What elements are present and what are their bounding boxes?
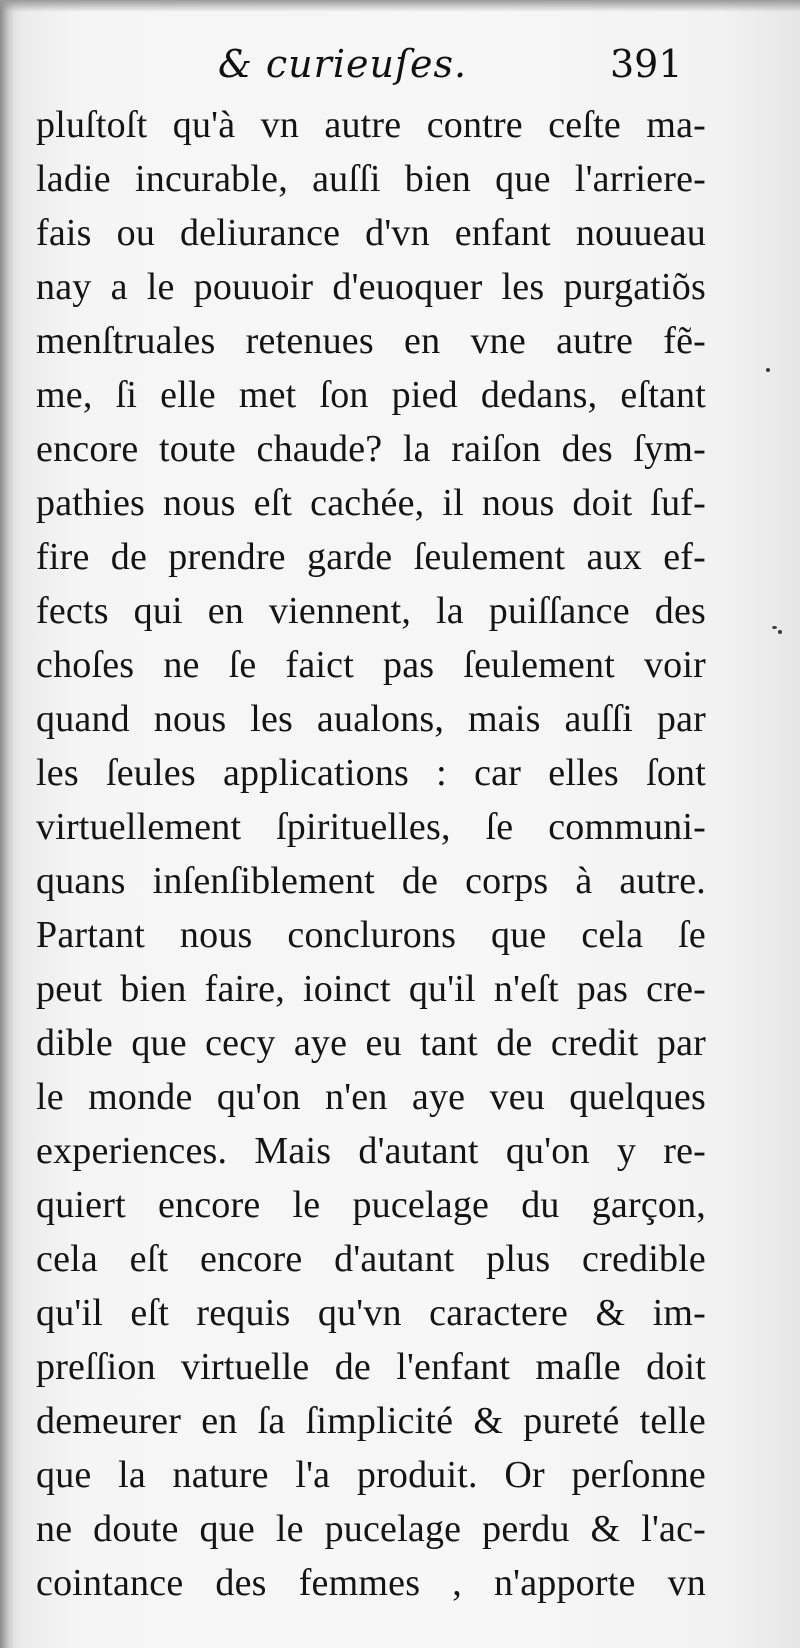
text-line: ne doute que le pucelage perdu & l'ac- [36,1508,706,1550]
text-line: virtuellement ſpirituelles, ſe communi- [36,806,706,848]
text-line: preſſion virtuelle de l'enfant maſle doit [36,1346,706,1388]
text-line: me, ſi elle met ſon pied dedans, eſtant [36,374,706,416]
paper-speck [772,626,777,629]
top-edge-shadow [0,0,800,12]
text-line: encore toute chaude? la raiſon des ſym- [36,428,706,470]
text-line: cointance des femmes , n'apporte vn [36,1562,706,1604]
text-line: menſtruales retenues en vne autre fẽ- [36,320,706,362]
text-line: pluſtoſt qu'à vn autre contre ceſte ma- [36,104,706,146]
text-line: demeurer en ſa ſimplicité & pureté telle [36,1400,706,1442]
text-line: peut bien faire, ioinct qu'il n'eſt pas cre- [36,968,706,1010]
gutter-shadow [0,0,14,1648]
body-text [36,98,706,1610]
text-line: fects qui en viennent, la puiſſance des [36,590,706,632]
paper-speck [778,630,782,634]
text-line: quiert encore le pucelage du garçon, [36,1184,706,1226]
text-line: qu'il eſt requis qu'vn caractere & im- [36,1292,706,1334]
text-line: ladie incurable, auſſi bien que l'arriere- [36,158,706,200]
text-line: cela eſt encore d'autant plus credible [36,1238,706,1280]
page-number: 391 [610,42,683,86]
text-line: experiences. Mais d'autant qu'on y re- [36,1130,706,1172]
text-line: nay a le pouuoir d'euoquer les purgatiõs [36,266,706,308]
text-line: les ſeules applications : car elles ſont [36,752,706,794]
text-line: fais ou deliurance d'vn enfant nouueau [36,212,706,254]
text-line: quand nous les aualons, mais auſſi par [36,698,706,740]
text-line: dible que cecy aye eu tant de credit par [36,1022,706,1064]
text-line: Partant nous conclurons que cela ſe [36,914,706,956]
text-line: le monde qu'on n'en aye veu quelques [36,1076,706,1118]
text-line: fire de prendre garde ſeulement aux ef- [36,536,706,578]
text-line: pathies nous eſt cachée, il nous doit ſuf- [36,482,706,524]
paper-speck [766,368,770,372]
text-line: que la nature l'a produit. Or perſonne [36,1454,706,1496]
text-line: choſes ne ſe faict pas ſeulement voir [36,644,706,686]
text-line: quans inſenſiblement de corps à autre. [36,860,706,902]
running-head: & curieuſes. [218,42,468,86]
